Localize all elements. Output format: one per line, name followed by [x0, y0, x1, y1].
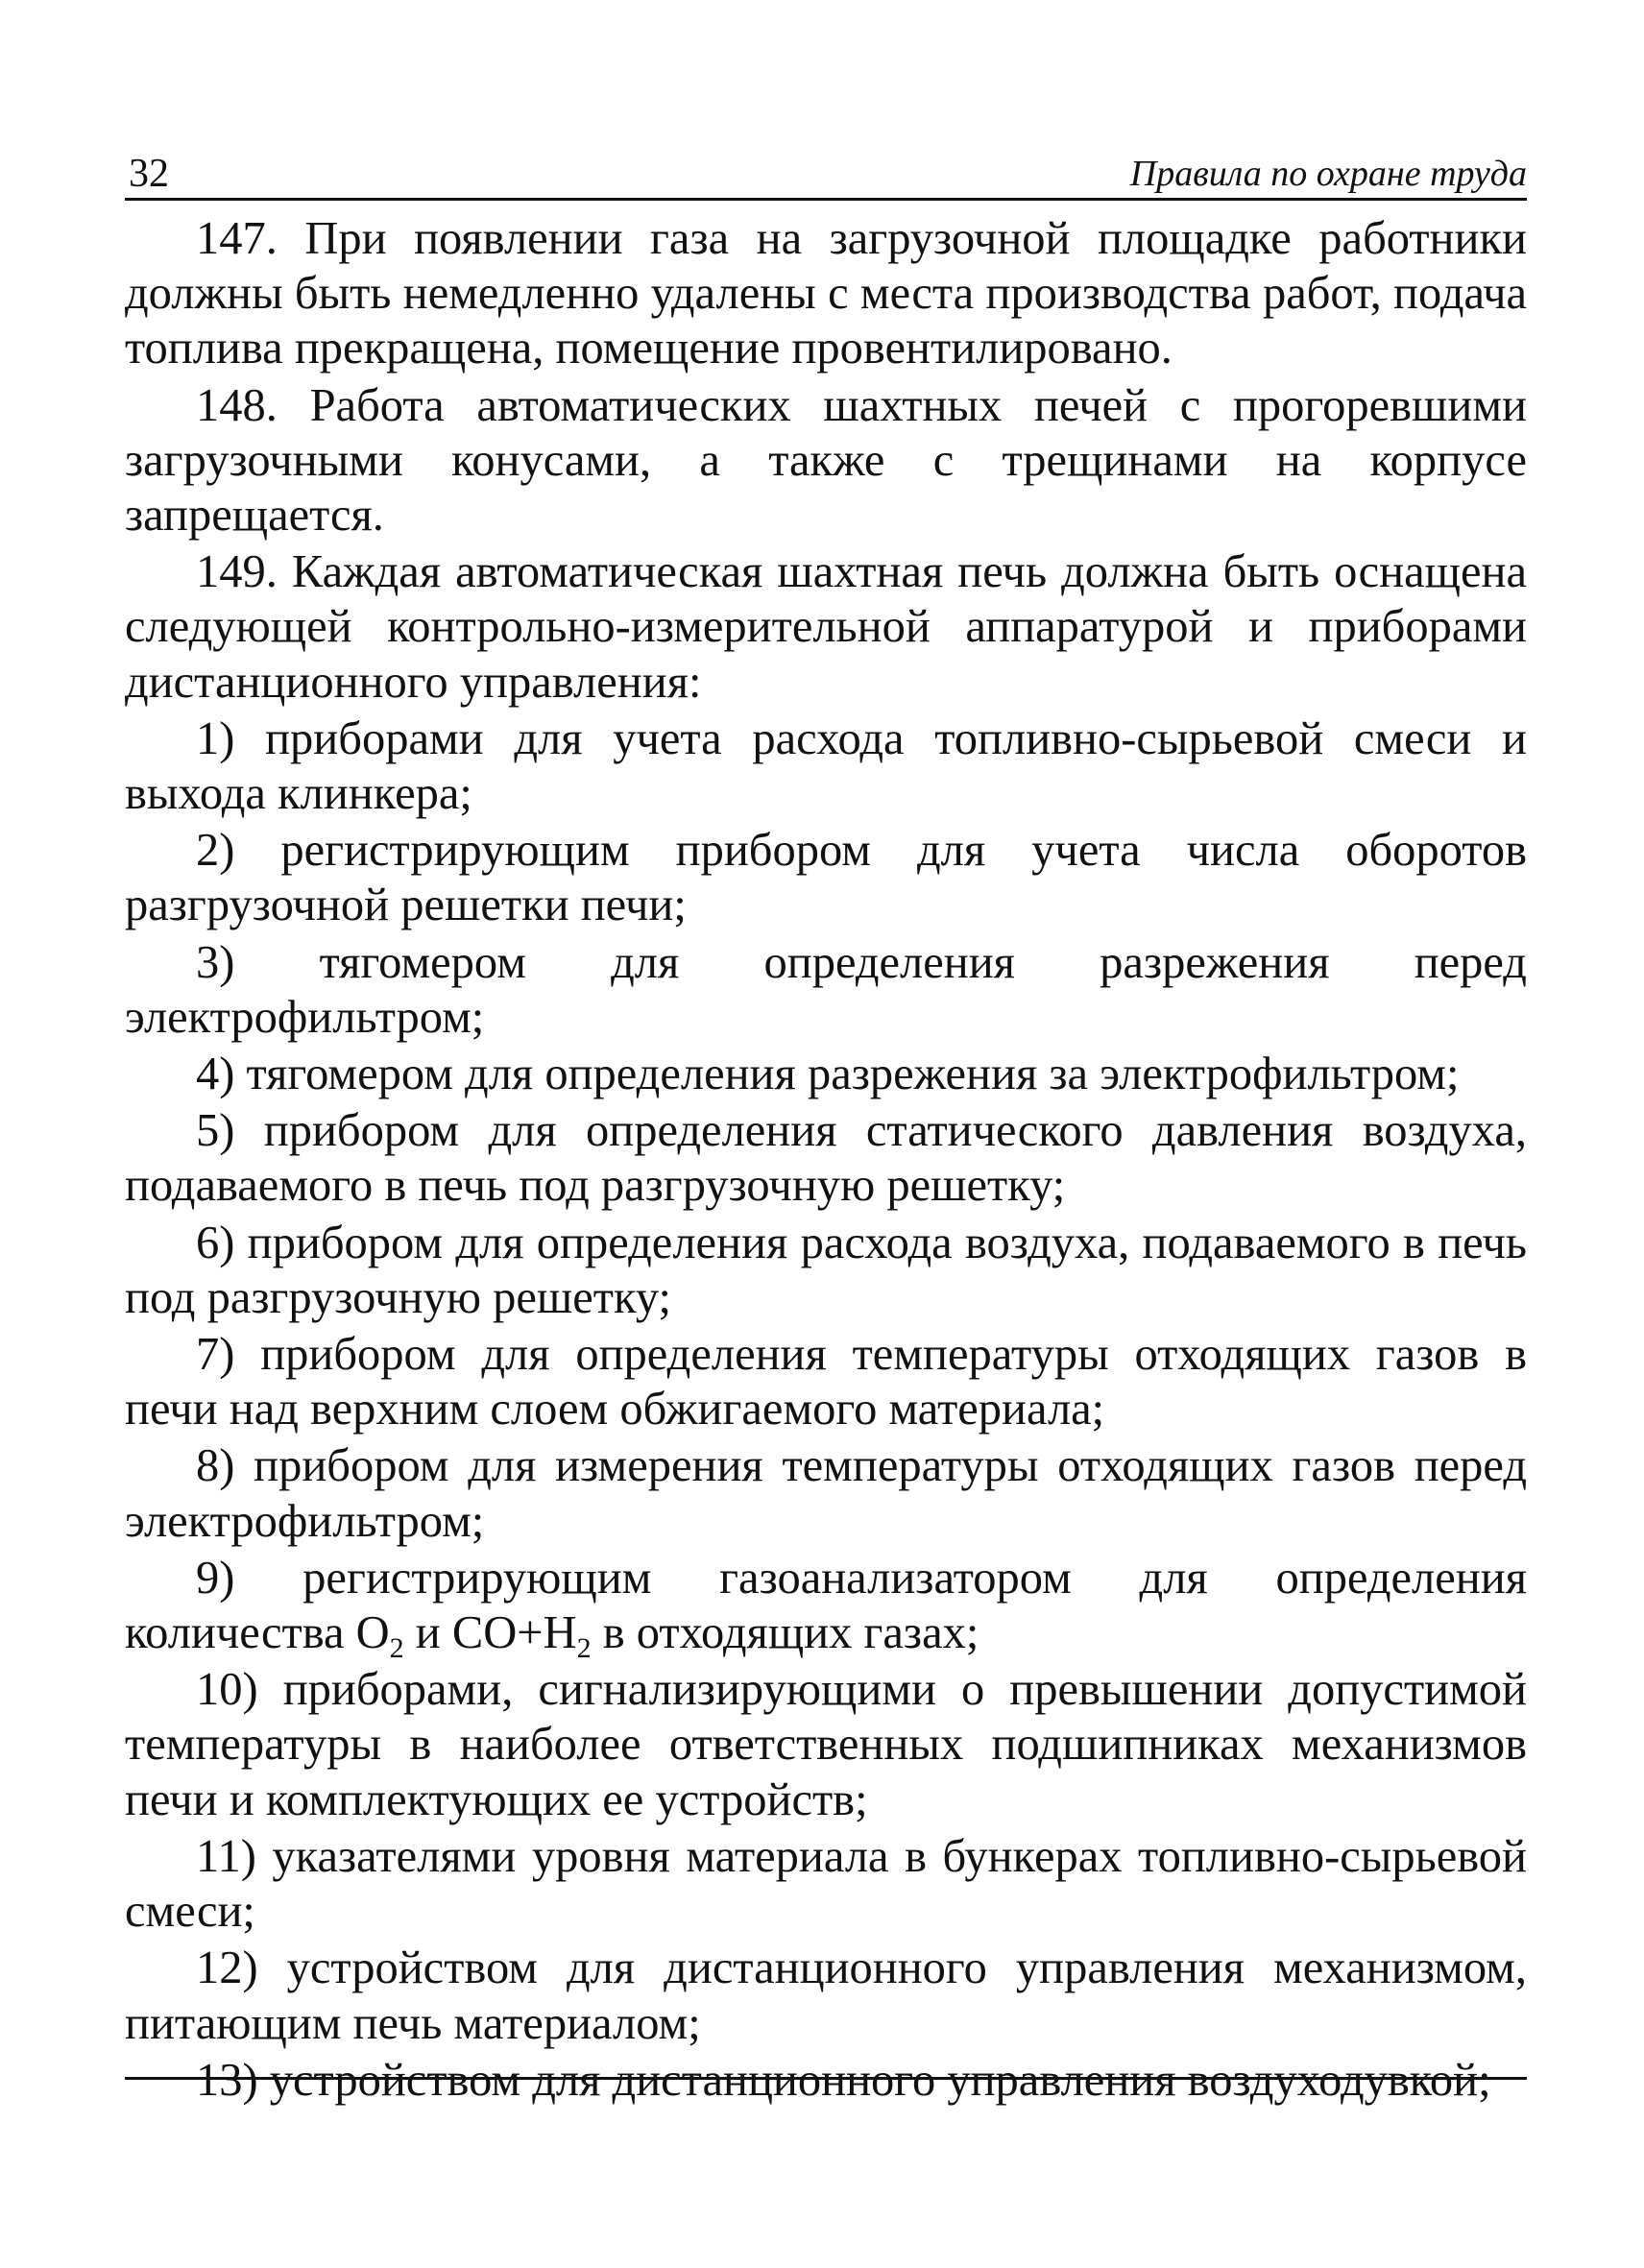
list-item-10: 10) приборами, сигнализирующими о превышении допустимой температуры в наиболее ответственных подшипниках механизмов печи и комплектующих ее устройств;: [125, 1664, 1527, 1825]
list-item-9-text-a: 9) регистрирующим газоанализатором для определения количества O: [125, 1552, 1527, 1659]
list-item-9-text-b: и CO+H: [403, 1607, 577, 1659]
running-title: Правила по охране труда: [1129, 154, 1527, 194]
hydrogen-subscript: 2: [576, 1632, 592, 1665]
bottom-rule: [125, 2077, 1527, 2080]
list-item-2: 2) регистрирующим прибором для учета числа оборотов разгрузочной решетки печи;: [125, 825, 1527, 931]
list-item-5: 5) прибором для определения статического давления воздуха, подаваемого в печь под разгрузочную решетку;: [125, 1105, 1527, 1212]
paragraph-147: 147. При появлении газа на загрузочной площадке работники должны быть немедленно удалены с места производства работ, подача топлива прекращена, помещение провентилировано.: [125, 213, 1527, 374]
list-item-6: 6) прибором для определения расхода воздуха, подаваемого в печь под разгрузочную решетку;: [125, 1217, 1527, 1323]
list-item-1: 1) приборами для учета расхода топливно-сырьевой смеси и выхода клинкера;: [125, 712, 1527, 820]
page-header: [125, 133, 1527, 201]
list-item-3: 3) тягомером для определения разрежения перед электрофильтром;: [125, 936, 1527, 1043]
oxygen-subscript: 2: [389, 1632, 404, 1665]
paragraph-148: 148. Работа автоматических шахтных печей с прогоревшими загрузочными конусами, а также с трещинами на корпусе запрещается.: [125, 379, 1527, 542]
page-number: 32: [129, 152, 169, 196]
list-item-8: 8) прибором для измерения температуры отходящих газов перед электрофильтром;: [125, 1440, 1527, 1547]
list-item-11: 11) указателями уровня материала в бункерах топливно-сырьевой смеси;: [125, 1830, 1527, 1938]
list-item-12: 12) устройством для дистанционного управления механизмом, питающим печь материалом;: [125, 1942, 1527, 2049]
list-item-13: 13) устройством для дистанционного управления воздуходувкой;: [196, 2054, 1491, 2106]
list-item-9-text-c: в отходящих газах;: [591, 1607, 979, 1659]
paragraph-149: 149. Каждая автоматическая шахтная печь должна быть оснащена следующей контрольно-измерительной аппаратурой и приборами дистанционного управления:: [125, 546, 1527, 708]
list-item-9: [125, 1551, 1527, 1665]
list-item-4: 4) тягомером для определения разрежения за электрофильтром;: [196, 1049, 1460, 1100]
body-text: [125, 211, 1527, 2110]
list-item-7: 7) прибором для определения температуры отходящих газов в печи над верхним слоем обжигаемого материала;: [125, 1329, 1527, 1436]
